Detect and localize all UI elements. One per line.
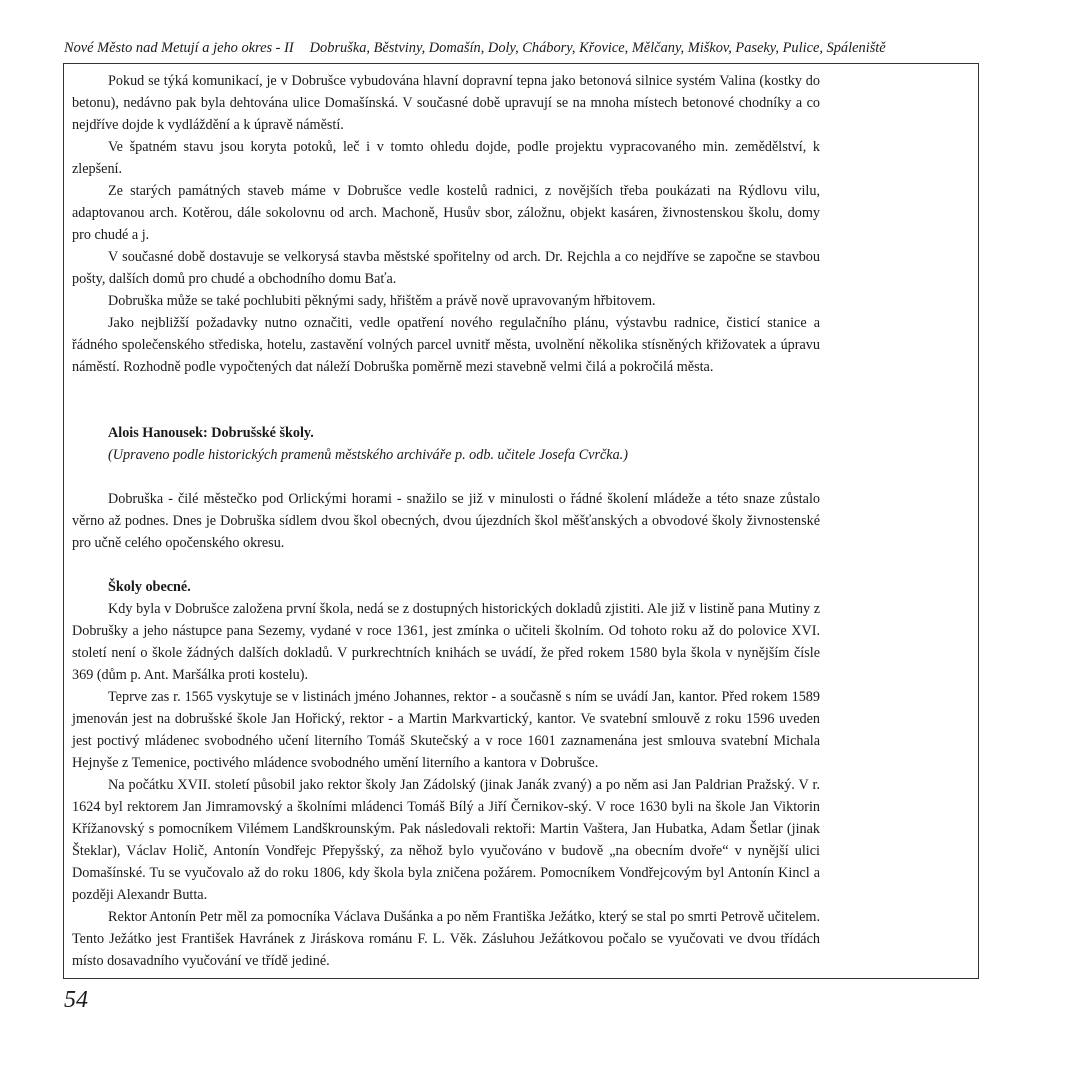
section-heading: Školy obecné. xyxy=(108,579,191,595)
header-section-title: Dobruška, Běstviny, Domašín, Doly, Chábory, Křovice, Mělčany, Miškov, Paseky, Pulice, Spáleniště xyxy=(309,40,886,56)
page-content xyxy=(72,70,820,972)
page-number: 54 xyxy=(64,987,88,1013)
article-heading: Alois Hanousek: Dobrušské školy. xyxy=(108,425,314,441)
paragraph: V současné době dostavuje se velkorysá stavba městské spořitelny od arch. Dr. Rejchla a co nejdříve se započne se stavbou pošty, dalších domů pro chudé a obchodního domu Baťa. xyxy=(72,249,820,287)
paragraph: Kdy byla v Dobrušce založena první škola, nedá se z dostupných historických dokladů zjistiti. Ale již v listině pana Mutiny z Dobrušky a jeho nástupce pana Sezemy, vydané v roce 1361, jest zmínka o učiteli školním. Od tohoto roku až do polovice XVI. století není o škole žádných dalších dokladů. V purkrechtních knihách se uvádí, že před rokem 1580 byla škola v nynějším čísle 369 (dům p. Ant. Maršálka proti kostelu). xyxy=(72,601,820,683)
paragraph: Ve špatném stavu jsou koryta potoků, leč i v tomto ohledu dojde, podle projektu vypracovaného min. zemědělství, k zlepšení. xyxy=(72,139,820,177)
paragraph: Teprve zas r. 1565 vyskytuje se v listinách jméno Johannes, rektor - a současně s ním se uvádí Jan, kantor. Před rokem 1589 jmenován jest na dobrušské škole Jan Hořický, rektor - a Martin Markvartický, kantor. Ve svatební smlouvě z roku 1596 uveden jest poctivý mládenec svobodného učení literního Tomáš Skutečský a v roce 1601 zaznamenána jest smlouva svatební Michala Hejnyše z Temenice, poctivého mládence svobodného umění literního a kantora v Dobrušce. xyxy=(72,689,820,771)
article-subtitle: (Upraveno podle historických pramenů městského archiváře p. odb. učitele Josefa Cvrčka.) xyxy=(108,447,628,463)
header-book-title: Nové Město nad Metují a jeho okres - II xyxy=(64,40,294,56)
paragraph: Ze starých památných staveb máme v Dobrušce vedle kostelů radnici, z novějších třeba poukázati na Rýdlovu vilu, adaptovanou arch. Kotěrou, dále sokolovnu od arch. Machoně, Husův sbor, záložnu, objekt kasáren, živnostenskou školu, domy pro chudé a j. xyxy=(72,183,820,243)
paragraph: Jako nejbližší požadavky nutno označiti, vedle opatření nového regulačního plánu, výstavbu radnice, čisticí stanice a řádného společenského střediska, hotelu, zastavění volných parcel uvnitř města, uvolnění několika stísněných křižovatek a úpravu náměstí. Rozhodně podle vypočtených dat náleží Dobruška poměrně mezi stavebně velmi čilá a pokročilá města. xyxy=(72,315,820,375)
paragraph: Dobruška může se také pochlubiti pěknými sady, hřištěm a právě nově upravovaným hřbitovem. xyxy=(108,293,656,309)
paragraph: Pokud se týká komunikací, je v Dobrušce vybudována hlavní dopravní tepna jako betonová silnice systém Valina (kostky do betonu), nedávno pak byla dehtována ulice Domašínská. V současné době upravují se na mnoha místech betonové chodníky a co nejdříve dojde k vydláždění a k úpravě náměstí. xyxy=(72,73,820,133)
article-lead-paragraph: Dobruška - čilé městečko pod Orlickými horami - snažilo se již v minulosti o řádné školení mládeže a této snaze zůstalo věrno až podnes. Dnes je Dobruška sídlem dvou škol obecných, dvou újezdních škol měšťanských a obvodové školy živnostenské pro učně celého opočenského okresu. xyxy=(72,491,820,551)
paragraph: Rektor Antonín Petr měl za pomocníka Václava Dušánka a po něm Františka Ježátko, který se stal po smrti Petrově učitelem. Tento Ježátko jest František Havránek z Jiráskova románu F. L. Věk. Zásluhou Ježátkovou počalo se vyučovati ve dvou třídách místo dosavadního vyučování ve třídě jediné. xyxy=(72,909,820,969)
running-header xyxy=(64,39,984,57)
paragraph: Na počátku XVII. století působil jako rektor školy Jan Zádolský (jinak Janák zvaný) a po něm asi Jan Paldrian Pražský. V r. 1624 byl rektorem Jan Jimramovský a školními mládenci Tomáš Bílý a Jiří Černikov-ský. V roce 1630 byli na škole Jan Viktorin Křížanovský s pomocníkem Vilémem Landškrounským. Pak následovali rektoři: Martin Vaštera, Jan Hubatka, Adam Šetlar (jinak Šteklar), Václav Holič, Antonín Vondřejc Přepyšský, za něhož bylo vyučováno v budově „na obecním dvoře“ v nynější ulici Domašínské. Tu se vyučovalo až do roku 1806, kdy škola byla zničena požárem. Pomocníkem Vondřejcovým byl Antonín Kincl a později Alexandr Butta. xyxy=(72,777,820,903)
